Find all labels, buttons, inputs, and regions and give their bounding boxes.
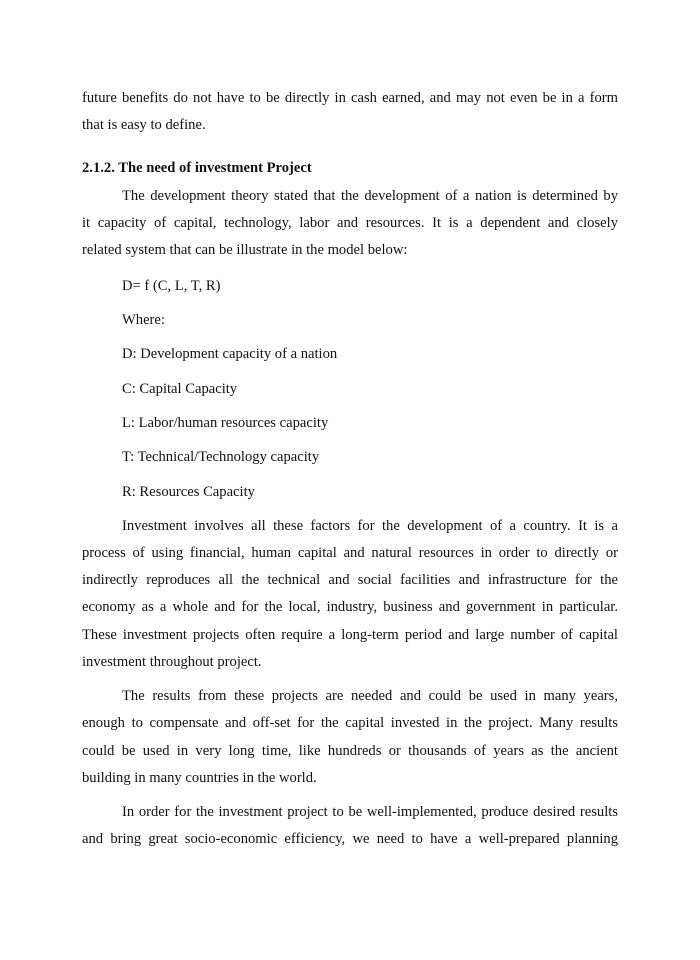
section-heading: 2.1.2. The need of investment Project	[82, 160, 312, 176]
model-formula: D= f (C, L, T, R)	[122, 278, 221, 294]
text-line: The development theory stated that the development of a nation is determined by	[122, 188, 618, 204]
text-line: investment throughout project.	[82, 654, 262, 670]
text-line: building in many countries in the world.	[82, 770, 317, 786]
definition-item: T: Technical/Technology capacity	[122, 449, 320, 465]
text-line: In order for the investment project to be well-implemented, produce desired results	[122, 804, 618, 820]
text-line: indirectly reproduces all the technical and social facilities and infrastructure for the	[82, 572, 618, 588]
text-line: enough to compensate and off-set for the capital invested in the project. Many results	[82, 715, 618, 731]
definition-item: D: Development capacity of a nation	[122, 346, 338, 362]
text-line: that is easy to define.	[82, 117, 206, 133]
text-line: process of using financial, human capital and natural resources in order to directly or	[82, 545, 618, 561]
text-line: These investment projects often require a long-term period and large number of capital	[82, 627, 618, 643]
text-line: economy as a whole and for the local, industry, business and government in particular.	[82, 599, 618, 615]
text-line: The results from these projects are needed and could be used in many years,	[122, 688, 618, 704]
text-line: related system that can be illustrate in the model below:	[82, 242, 408, 258]
text-line: it capacity of capital, technology, labor and resources. It is a dependent and closely	[82, 215, 618, 231]
definition-item: L: Labor/human resources capacity	[122, 415, 329, 431]
text-line: future benefits do not have to be directly in cash earned, and may not even be in a form	[82, 90, 618, 106]
definition-item: C: Capital Capacity	[122, 381, 238, 397]
where-label: Where:	[122, 312, 165, 328]
text-line: and bring great socio-economic efficiency, we need to have a well-prepared planning	[82, 831, 618, 847]
definition-item: R: Resources Capacity	[122, 484, 255, 500]
text-line: Investment involves all these factors for the development of a country. It is a	[122, 518, 618, 534]
text-line: could be used in very long time, like hundreds or thousands of years as the ancient	[82, 743, 618, 759]
